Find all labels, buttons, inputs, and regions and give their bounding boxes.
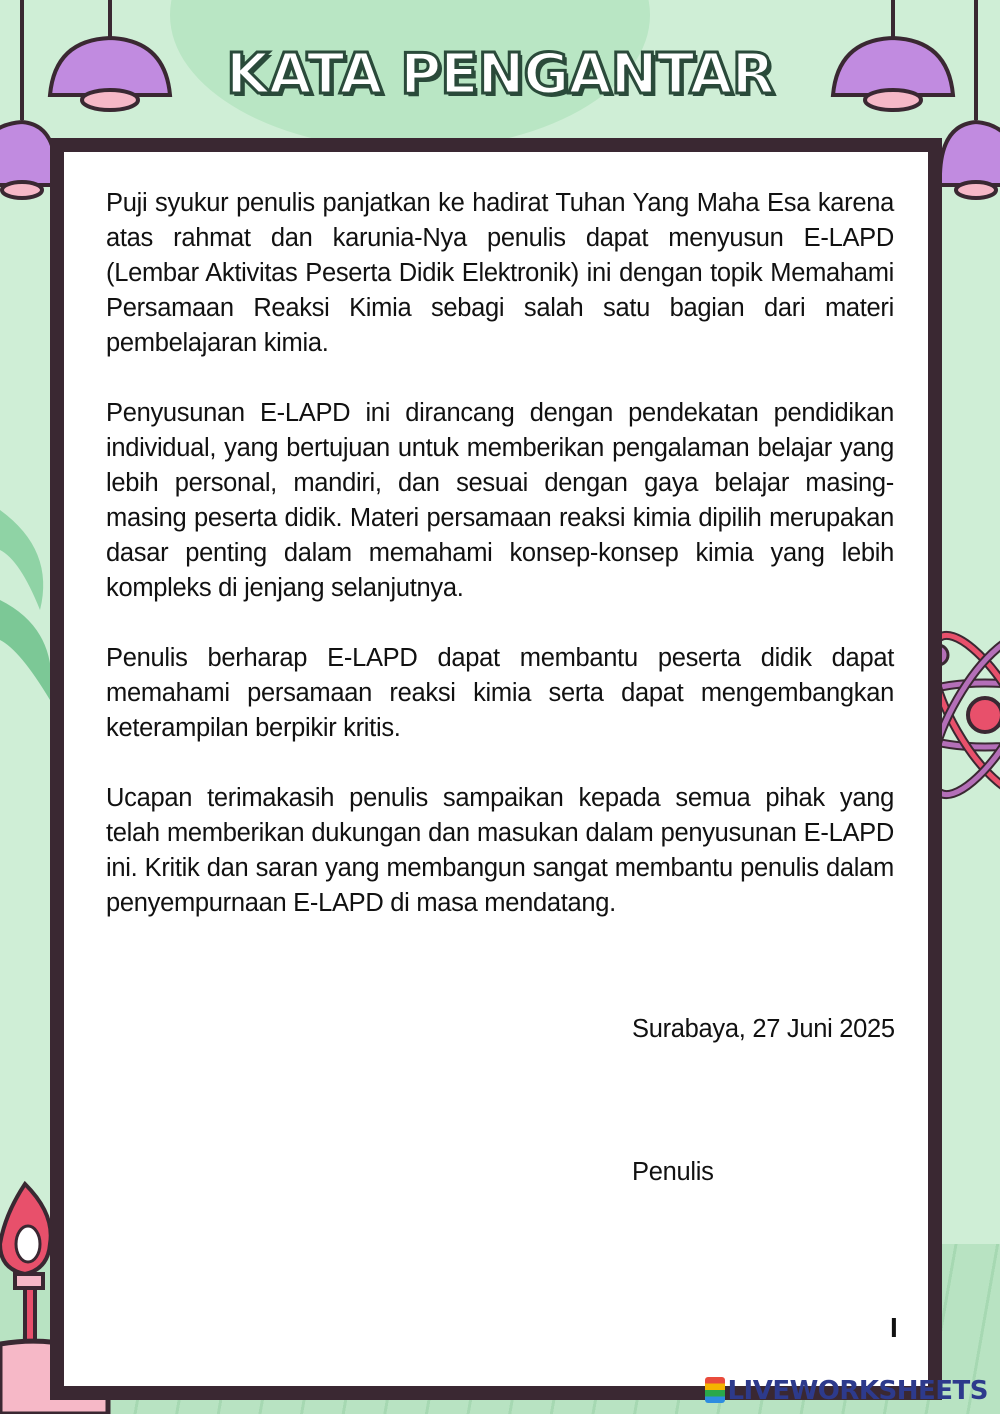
paragraph: Puji syukur penulis panjatkan ke hadirat Tuhan Yang Maha Esa karena atas rahmat dan karunia-Nya penulis dapat menyusun E-LAPD (Lembar Aktivitas Peserta Didik Elektronik) ini dengan topik Memahami Persamaan Reaksi Kimia sebagi salah satu bagian dari materi pembelajaran kimia.: [106, 189, 894, 357]
body-text: [106, 186, 894, 956]
liveworksheets-logo-icon: [705, 1377, 725, 1403]
place-date: Surabaya, 27 Juni 2025: [632, 1015, 895, 1043]
author-label: Penulis: [632, 1158, 714, 1186]
paragraph: Penulis berharap E-LAPD dapat membantu peserta didik dapat memahami persamaan reaksi kimia serta dapat mengembangkan keterampilan berpikir kritis.: [106, 644, 894, 742]
paragraph: Penyusunan E-LAPD ini dirancang dengan pendekatan pendidikan individual, yang bertujuan untuk memberikan pengalaman belajar yang lebih personal, mandiri, dan sesuai dengan gaya belajar masing-masing peserta didik. Materi persamaan reaksi kimia dipilih merupakan dasar penting dalam memahami konsep-konsep kimia yang lebih kompleks di jenjang selanjutnya.: [106, 399, 894, 602]
page-number: I: [890, 1312, 898, 1343]
paragraph: Ucapan terimakasih penulis sampaikan kepada semua pihak yang telah memberikan dukungan dan masukan dalam penyusunan E-LAPD ini. Kritik dan saran yang membangun sangat membantu penulis dalam penyempurnaan E-LAPD di masa mendatang.: [106, 784, 894, 917]
watermark[interactable]: [705, 1376, 988, 1406]
watermark-text: LIVEWORKSHEETS: [727, 1376, 988, 1406]
page-title: KATA PENGANTAR: [226, 42, 774, 107]
